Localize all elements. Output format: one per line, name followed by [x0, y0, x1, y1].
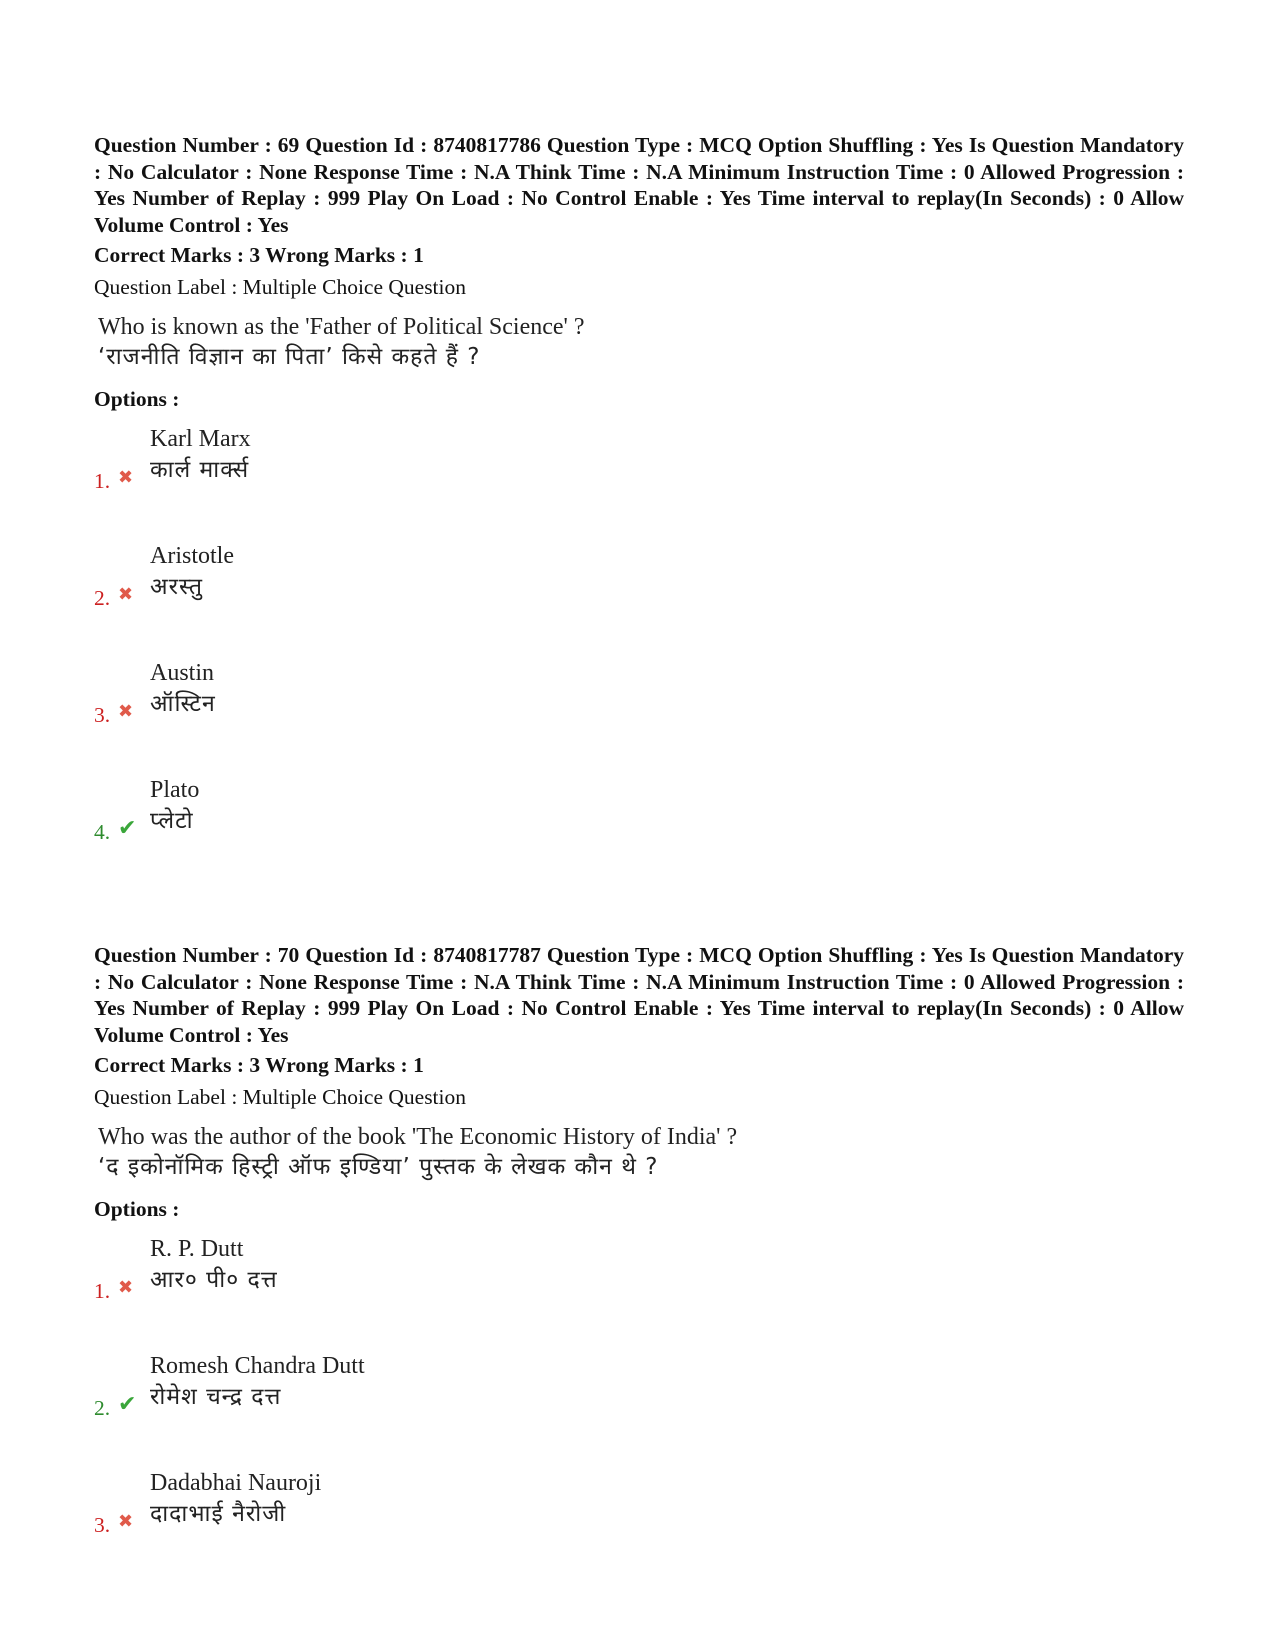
option-number: 2.	[94, 586, 111, 610]
question-label: Question Label : Multiple Choice Question	[94, 275, 467, 299]
option-text	[150, 658, 216, 720]
question-marks: Correct Marks : 3 Wrong Marks : 1	[94, 243, 424, 267]
cross-icon: ✖	[118, 467, 134, 487]
question-marks: Correct Marks : 3 Wrong Marks : 1	[94, 1053, 424, 1077]
option-item	[94, 1339, 1184, 1456]
question-meta: Question Number : 69 Question Id : 8740817786 Question Type : MCQ Option Shuffling : Yes Is Question Mandatory : No Calculator : None Response Time : N.A Think Time : N.A Minimum Instruction Time : 0 Allowed Progression : Yes Number of Replay : 999 Play On Load : No Control Enable : Yes Time interval to replay(In Seconds) : 0 Allow Volume Control : Yes	[94, 133, 1184, 237]
option-item	[94, 763, 1184, 880]
option-text-hindi: अरस्तु	[150, 574, 204, 600]
question-meta: Question Number : 70 Question Id : 8740817787 Question Type : MCQ Option Shuffling : Yes Is Question Mandatory : No Calculator : None Response Time : N.A Think Time : N.A Minimum Instruction Time : 0 Allowed Progression : Yes Number of Replay : 999 Play On Load : No Control Enable : Yes Time interval to replay(In Seconds) : 0 Allow Volume Control : Yes	[94, 943, 1184, 1047]
question-block-69	[94, 132, 1184, 880]
option-number: 2.	[94, 1396, 111, 1420]
options-list	[94, 1222, 1184, 1573]
option-text-hindi: ऑस्टिन	[150, 691, 216, 717]
question-label: Question Label : Multiple Choice Question	[94, 1085, 467, 1109]
option-text	[150, 775, 199, 837]
option-item	[94, 412, 1184, 529]
option-text	[150, 424, 251, 486]
option-item	[94, 1222, 1184, 1339]
question-text-english: Who was the author of the book 'The Economic History of India' ?	[98, 1124, 738, 1150]
option-number: 3.	[94, 703, 111, 727]
question-text	[94, 312, 1184, 372]
question-text-hindi: ‘द इकोनॉमिक हिस्ट्री ऑफ इण्डिया’ पुस्तक के लेखक कौन थे ?	[98, 1154, 659, 1180]
options-list	[94, 412, 1184, 880]
option-number: 4.	[94, 820, 111, 844]
options-heading: Options :	[94, 387, 180, 411]
option-text-english: Austin	[150, 660, 215, 686]
question-text	[94, 1122, 1184, 1182]
option-text-hindi: प्लेटो	[150, 808, 194, 834]
option-text	[150, 1234, 278, 1296]
option-text-hindi: दादाभाई नैरोजी	[150, 1501, 287, 1527]
check-icon: ✔	[118, 1391, 137, 1416]
option-item	[94, 529, 1184, 646]
cross-icon: ✖	[118, 584, 134, 604]
option-item	[94, 646, 1184, 763]
question-text-hindi: ‘राजनीति विज्ञान का पिता’ किसे कहते हैं ?	[98, 344, 481, 370]
option-number: 3.	[94, 1513, 111, 1537]
option-text	[150, 1351, 365, 1413]
cross-icon: ✖	[118, 1277, 134, 1297]
cross-icon: ✖	[118, 701, 134, 721]
option-number: 1.	[94, 1279, 111, 1303]
option-number: 1.	[94, 469, 111, 493]
option-item	[94, 1456, 1184, 1573]
option-text	[150, 1468, 321, 1530]
option-text-english: Aristotle	[150, 543, 234, 569]
question-text-english: Who is known as the 'Father of Political Science' ?	[98, 314, 585, 340]
option-text	[150, 541, 234, 603]
option-text-hindi: आर० पी० दत्त	[150, 1267, 278, 1293]
option-text-english: Plato	[150, 777, 200, 803]
cross-icon: ✖	[118, 1511, 134, 1531]
option-text-english: Dadabhai Nauroji	[150, 1470, 322, 1496]
check-icon: ✔	[118, 815, 137, 840]
option-text-english: R. P. Dutt	[150, 1236, 244, 1262]
options-heading: Options :	[94, 1197, 180, 1221]
option-text-hindi: रोमेश चन्द्र दत्त	[150, 1384, 282, 1410]
option-text-hindi: कार्ल मार्क्स	[150, 457, 250, 483]
option-text-english: Romesh Chandra Dutt	[150, 1353, 365, 1379]
question-block-70	[94, 942, 1184, 1573]
option-text-english: Karl Marx	[150, 426, 251, 452]
